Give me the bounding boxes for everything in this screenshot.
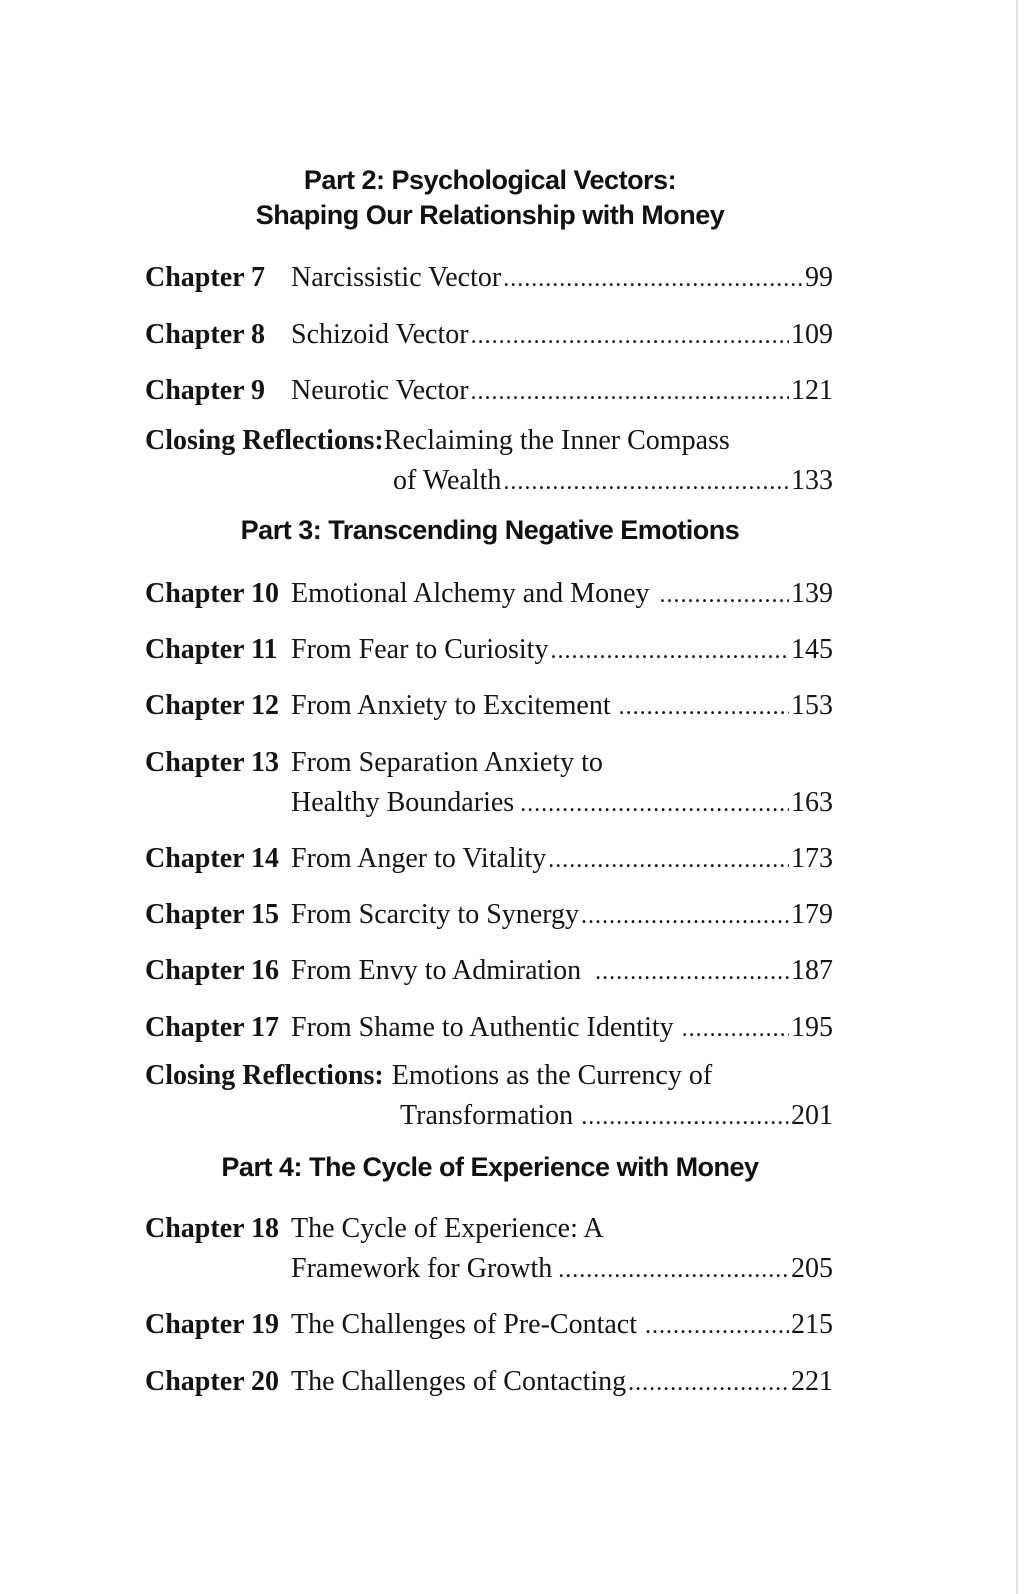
dot-leader <box>682 1009 789 1049</box>
chapter-label: Chapter 19 <box>145 1309 280 1340</box>
dot-leader <box>471 372 789 412</box>
closing-title-line-2: of Wealth <box>393 465 502 496</box>
part-4-heading-text: Part 4: The Cycle of Experience with Money <box>221 1152 759 1182</box>
toc-entry-part-3-closing[interactable] <box>145 1056 833 1137</box>
toc-entry-chapter-20[interactable] <box>145 1362 833 1403</box>
dot-leader <box>520 784 789 824</box>
dot-leader <box>619 687 789 727</box>
toc-entry-chapter-9[interactable] <box>145 371 833 412</box>
toc-entry-part-2-closing[interactable] <box>145 421 833 502</box>
toc-entry-chapter-13[interactable] <box>145 743 833 824</box>
chapter-title-line-1: The Cycle of Experience: A <box>291 1213 604 1244</box>
chapter-title: Emotional Alchemy and Money <box>291 578 650 609</box>
dot-leader <box>645 1306 789 1346</box>
chapter-label: Chapter 11 <box>145 634 278 665</box>
toc-entry-chapter-14[interactable] <box>145 839 833 880</box>
chapter-title: From Scarcity to Synergy <box>291 899 580 930</box>
page-number: 99 <box>805 262 833 293</box>
part-3-heading <box>0 513 980 548</box>
part-4-heading <box>0 1150 980 1185</box>
chapter-title: From Anger to Vitality <box>291 843 547 874</box>
closing-title-line-1: Emotions as the Currency of <box>391 1060 713 1091</box>
chapter-title-line-1: From Separation Anxiety to <box>291 747 603 778</box>
dot-leader <box>503 462 789 502</box>
toc-entry-chapter-8[interactable] <box>145 315 833 356</box>
toc-entry-chapter-7[interactable] <box>145 258 833 299</box>
part-3-heading-text: Part 3: Transcending Negative Emotions <box>240 515 740 545</box>
dot-leader <box>558 1250 789 1290</box>
page-number: 173 <box>791 843 833 874</box>
toc-entry-chapter-10[interactable] <box>145 574 833 615</box>
chapter-label: Chapter 15 <box>145 899 280 930</box>
chapter-title: From Anxiety to Excitement <box>291 690 611 721</box>
chapter-title: From Fear to Curiosity <box>291 634 549 665</box>
closing-title-line-2: Transformation <box>400 1100 574 1131</box>
chapter-title: The Challenges of Contacting <box>291 1366 627 1397</box>
chapter-label: Chapter 18 <box>145 1213 280 1244</box>
page-number: 201 <box>791 1100 833 1131</box>
part-2-heading-line-1: Part 2: Psychological Vectors: <box>303 165 677 195</box>
dot-leader <box>550 631 789 671</box>
toc-entry-chapter-18[interactable] <box>145 1209 833 1290</box>
page-number: 195 <box>791 1012 833 1043</box>
page-number: 133 <box>791 465 833 496</box>
chapter-label: Chapter 20 <box>145 1366 280 1397</box>
page-number: 205 <box>791 1253 833 1284</box>
page-number: 153 <box>791 690 833 721</box>
chapter-label: Chapter 14 <box>145 843 280 874</box>
dot-leader <box>548 840 789 880</box>
toc-entry-chapter-17[interactable] <box>145 1008 833 1049</box>
chapter-label: Chapter 16 <box>145 955 280 986</box>
chapter-title: Neurotic Vector <box>291 375 469 406</box>
dot-leader <box>471 316 789 356</box>
chapter-label: Chapter 9 <box>145 375 266 406</box>
page-number: 221 <box>791 1366 833 1397</box>
chapter-label: Chapter 7 <box>145 262 266 293</box>
chapter-label: Chapter 13 <box>145 747 280 778</box>
closing-label: Closing Reflections: <box>145 425 384 456</box>
page-number: 179 <box>791 899 833 930</box>
dot-leader <box>660 575 790 615</box>
page-number: 121 <box>791 375 833 406</box>
closing-label: Closing Reflections: <box>145 1060 384 1091</box>
page-number: 109 <box>791 319 833 350</box>
chapter-title: Schizoid Vector <box>291 319 469 350</box>
dot-leader <box>628 1363 789 1403</box>
page-number: 163 <box>791 787 833 818</box>
page-number: 215 <box>791 1309 833 1340</box>
toc-entry-chapter-12[interactable] <box>145 686 833 727</box>
chapter-label: Chapter 12 <box>145 690 280 721</box>
page-number: 139 <box>791 578 833 609</box>
dot-leader <box>581 1097 789 1137</box>
chapter-title-line-2: Healthy Boundaries <box>291 787 515 818</box>
chapter-label: Chapter 10 <box>145 578 280 609</box>
part-2-heading-line-2: Shaping Our Relationship with Money <box>255 200 725 230</box>
part-2-heading <box>0 163 980 233</box>
chapter-label: Chapter 8 <box>145 319 266 350</box>
page-number: 187 <box>791 955 833 986</box>
closing-title-line-1: Reclaiming the Inner Compass <box>383 425 730 456</box>
chapter-title: From Envy to Admiration <box>291 955 582 986</box>
chapter-title: The Challenges of Pre-Contact <box>291 1309 638 1340</box>
page-number: 145 <box>791 634 833 665</box>
toc-entry-chapter-15[interactable] <box>145 895 833 936</box>
chapter-title-line-2: Framework for Growth <box>291 1253 553 1284</box>
dot-leader <box>595 952 789 992</box>
toc-entry-chapter-11[interactable] <box>145 630 833 671</box>
chapter-title: Narcissistic Vector <box>291 262 502 293</box>
toc-entry-chapter-16[interactable] <box>145 951 833 992</box>
dot-leader <box>503 259 803 299</box>
page-edge-divider <box>1016 0 1018 1594</box>
chapter-title: From Shame to Authentic Identity <box>291 1012 674 1043</box>
dot-leader <box>581 896 789 936</box>
toc-entry-chapter-19[interactable] <box>145 1305 833 1346</box>
chapter-label: Chapter 17 <box>145 1012 280 1043</box>
